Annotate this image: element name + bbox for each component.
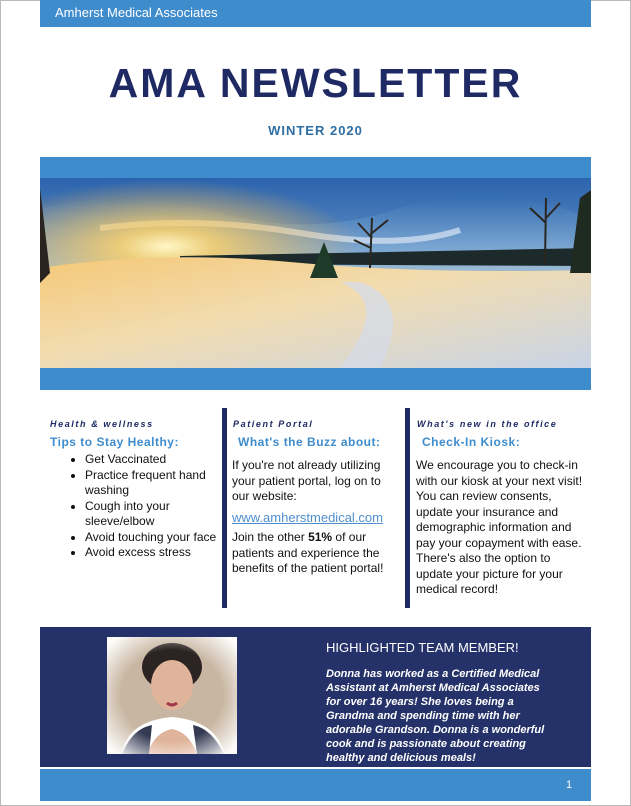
team-member-photo xyxy=(107,637,237,754)
join-text-start: Join the other xyxy=(232,530,309,544)
join-text-end: of our patients and experience the benefits of the patient portal! xyxy=(232,530,384,575)
office-body-text: We encourage you to check-in with our kiosk at your next visit! You can review consents, update your insurance and demographic information and pay your copayment with ease. There's also the option to update your picture for your medical record! xyxy=(416,458,583,596)
portal-body xyxy=(232,458,400,582)
column-divider xyxy=(405,408,410,608)
list-item: • Avoid excess stress xyxy=(85,545,235,561)
office-kicker: What's new in the office xyxy=(417,419,558,429)
column-divider xyxy=(222,408,227,608)
list-item: • Get Vaccinated xyxy=(85,452,235,468)
website-link[interactable]: www.amherstmedical.com xyxy=(232,509,383,525)
health-tips-list xyxy=(64,452,235,561)
org-name: Amherst Medical Associates xyxy=(55,5,218,20)
portal-heading: What's the Buzz about: xyxy=(238,435,381,449)
team-description: Donna has worked as a Certified Medical Assistant at Amherst Medical Associates for over 16 years! She loves being a Grandma and spending time with her adorable Grandson. Donna is a wonderful cook and is passionate about creating healthy and delicious meals! xyxy=(326,668,545,764)
office-body xyxy=(416,458,586,603)
footer-bar xyxy=(40,769,591,801)
list-item: • Avoid touching your face xyxy=(85,530,235,546)
list-item: • Practice frequent hand washing xyxy=(85,468,235,499)
list-item: • Cough into your sleeve/elbow xyxy=(85,499,235,530)
office-heading: Check-In Kiosk: xyxy=(422,435,521,449)
header-bar xyxy=(40,0,591,27)
image-bottom-band xyxy=(40,368,591,390)
winter-landscape-image xyxy=(40,178,591,368)
portal-kicker: Patient Portal xyxy=(233,419,314,429)
portal-join-text xyxy=(232,530,400,577)
page-number: 1 xyxy=(566,779,573,791)
join-percent: 51% xyxy=(308,530,333,544)
issue-label: WINTER 2020 xyxy=(268,123,363,138)
team-title: HIGHLIGHTED TEAM MEMBER! xyxy=(326,640,519,655)
health-heading: Tips to Stay Healthy: xyxy=(50,435,179,449)
newsletter-title: AMA NEWSLETTER xyxy=(108,60,523,106)
image-top-band xyxy=(40,157,591,178)
health-kicker: Health & wellness xyxy=(50,419,154,429)
portal-intro: If you're not already utilizing your patient portal, log on to our website: xyxy=(232,458,381,503)
